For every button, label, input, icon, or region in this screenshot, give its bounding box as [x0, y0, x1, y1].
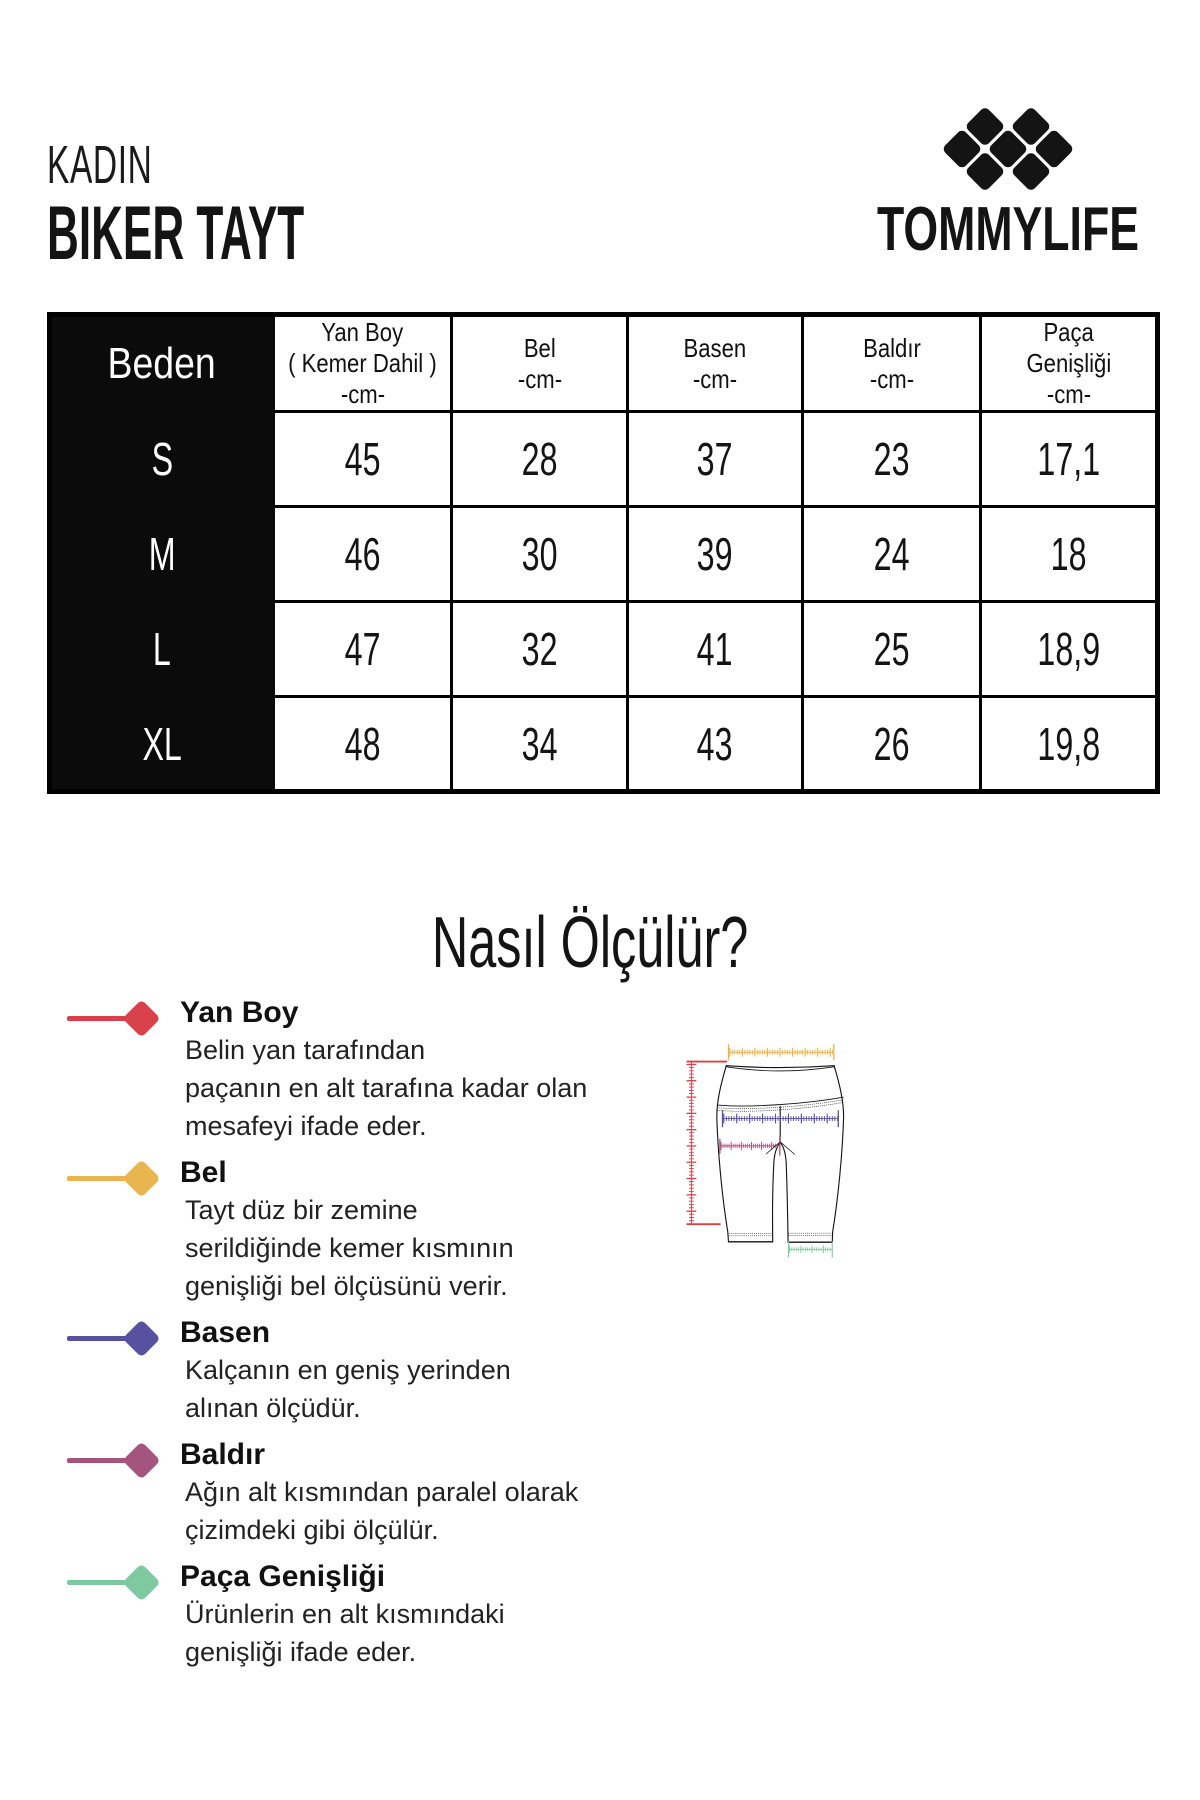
how-to-measure-title: Nasıl Ölçülür? [431, 903, 749, 983]
brand-block [808, 102, 1200, 262]
table-row [50, 697, 1158, 792]
table-row [50, 602, 1158, 697]
basen-ruler [723, 1110, 839, 1127]
legend-desc: Ürünlerin en alt kısmındaki genişliği ifade eder. [185, 1599, 505, 1667]
diamond-icon [122, 1159, 160, 1197]
measurement-diagram [580, 1035, 1140, 1655]
value-cell: 47 [274, 602, 452, 697]
diamond-icon [122, 1441, 160, 1479]
value-cell: 18 [981, 507, 1158, 602]
table-row [50, 412, 1158, 507]
size-table [47, 312, 1160, 794]
biker-shorts-outline [717, 1066, 844, 1242]
value-cell: 19,8 [981, 697, 1158, 792]
value-cell: 23 [803, 412, 981, 507]
legend-desc: Kalçanın en geniş yerinden alınan ölçüdür. [185, 1355, 511, 1423]
legend-title: Paça Genişliği [180, 1560, 386, 1593]
size-cell: M [50, 507, 274, 602]
brand-name: TOMMYLIFE [876, 195, 1140, 264]
value-cell: 32 [452, 602, 628, 697]
diamond-icon [122, 1319, 160, 1357]
value-cell: 18,9 [981, 602, 1158, 697]
column-header-beden: Beden [50, 315, 274, 412]
crotch-guide-lines [766, 1142, 795, 1154]
legend-title: Yan Boy [180, 996, 299, 1029]
legend-item-basen [47, 1315, 607, 1427]
table-row [50, 507, 1158, 602]
bel-ruler [729, 1044, 834, 1060]
legend-desc: Belin yan tarafından paçanın en alt tarafına kadar olan mesafeyi ifade eder. [185, 1035, 588, 1141]
paca-genisligi-ruler [788, 1241, 832, 1257]
baldir-ruler [720, 1137, 780, 1156]
size-cell: L [50, 602, 274, 697]
value-cell: 17,1 [981, 412, 1158, 507]
value-cell: 43 [628, 697, 803, 792]
value-cell: 41 [628, 602, 803, 697]
product-header [47, 135, 490, 276]
value-cell: 26 [803, 697, 981, 792]
column-header-paca: Paça Genişliği -cm- [981, 315, 1158, 412]
value-cell: 39 [628, 507, 803, 602]
legend-item-baldir [47, 1437, 607, 1549]
value-cell: 28 [452, 412, 628, 507]
legend-title: Bel [180, 1156, 227, 1189]
legend-title: Basen [180, 1316, 271, 1349]
column-header-bel: Bel -cm- [452, 315, 628, 412]
value-cell: 45 [274, 412, 452, 507]
size-cell: S [50, 412, 274, 507]
size-cell: XL [50, 697, 274, 792]
legend-item-bel [47, 1155, 607, 1305]
diamond-icon [122, 1563, 160, 1601]
column-header-basen: Basen -cm- [628, 315, 803, 412]
column-header-yan-boy: Yan Boy ( Kemer Dahil ) -cm- [274, 315, 452, 412]
value-cell: 25 [803, 602, 981, 697]
category-title: KADIN [47, 135, 153, 195]
table-header-row [50, 315, 1158, 412]
value-cell: 34 [452, 697, 628, 792]
legend-title: Baldır [180, 1438, 266, 1471]
legend-desc: Ağın alt kısmından paralel olarak çizimdeki gibi ölçülür. [185, 1477, 579, 1545]
product-title: BIKER TAYT [47, 191, 305, 276]
legend-desc: Tayt düz bir zemine serildiğinde kemer kısmının genişliği bel ölçüsünü verir. [185, 1195, 514, 1301]
value-cell: 30 [452, 507, 628, 602]
legend-item-yan-boy [47, 995, 607, 1145]
value-cell: 37 [628, 412, 803, 507]
diamond-icon [122, 999, 160, 1037]
value-cell: 24 [803, 507, 981, 602]
yan-boy-ruler [687, 1062, 727, 1225]
value-cell: 48 [274, 697, 452, 792]
tommylife-logo-icon [938, 102, 1078, 196]
value-cell: 46 [274, 507, 452, 602]
column-header-baldir: Baldır -cm- [803, 315, 981, 412]
measurement-legend [47, 995, 607, 1681]
legend-item-paca-genisligi [47, 1559, 607, 1671]
